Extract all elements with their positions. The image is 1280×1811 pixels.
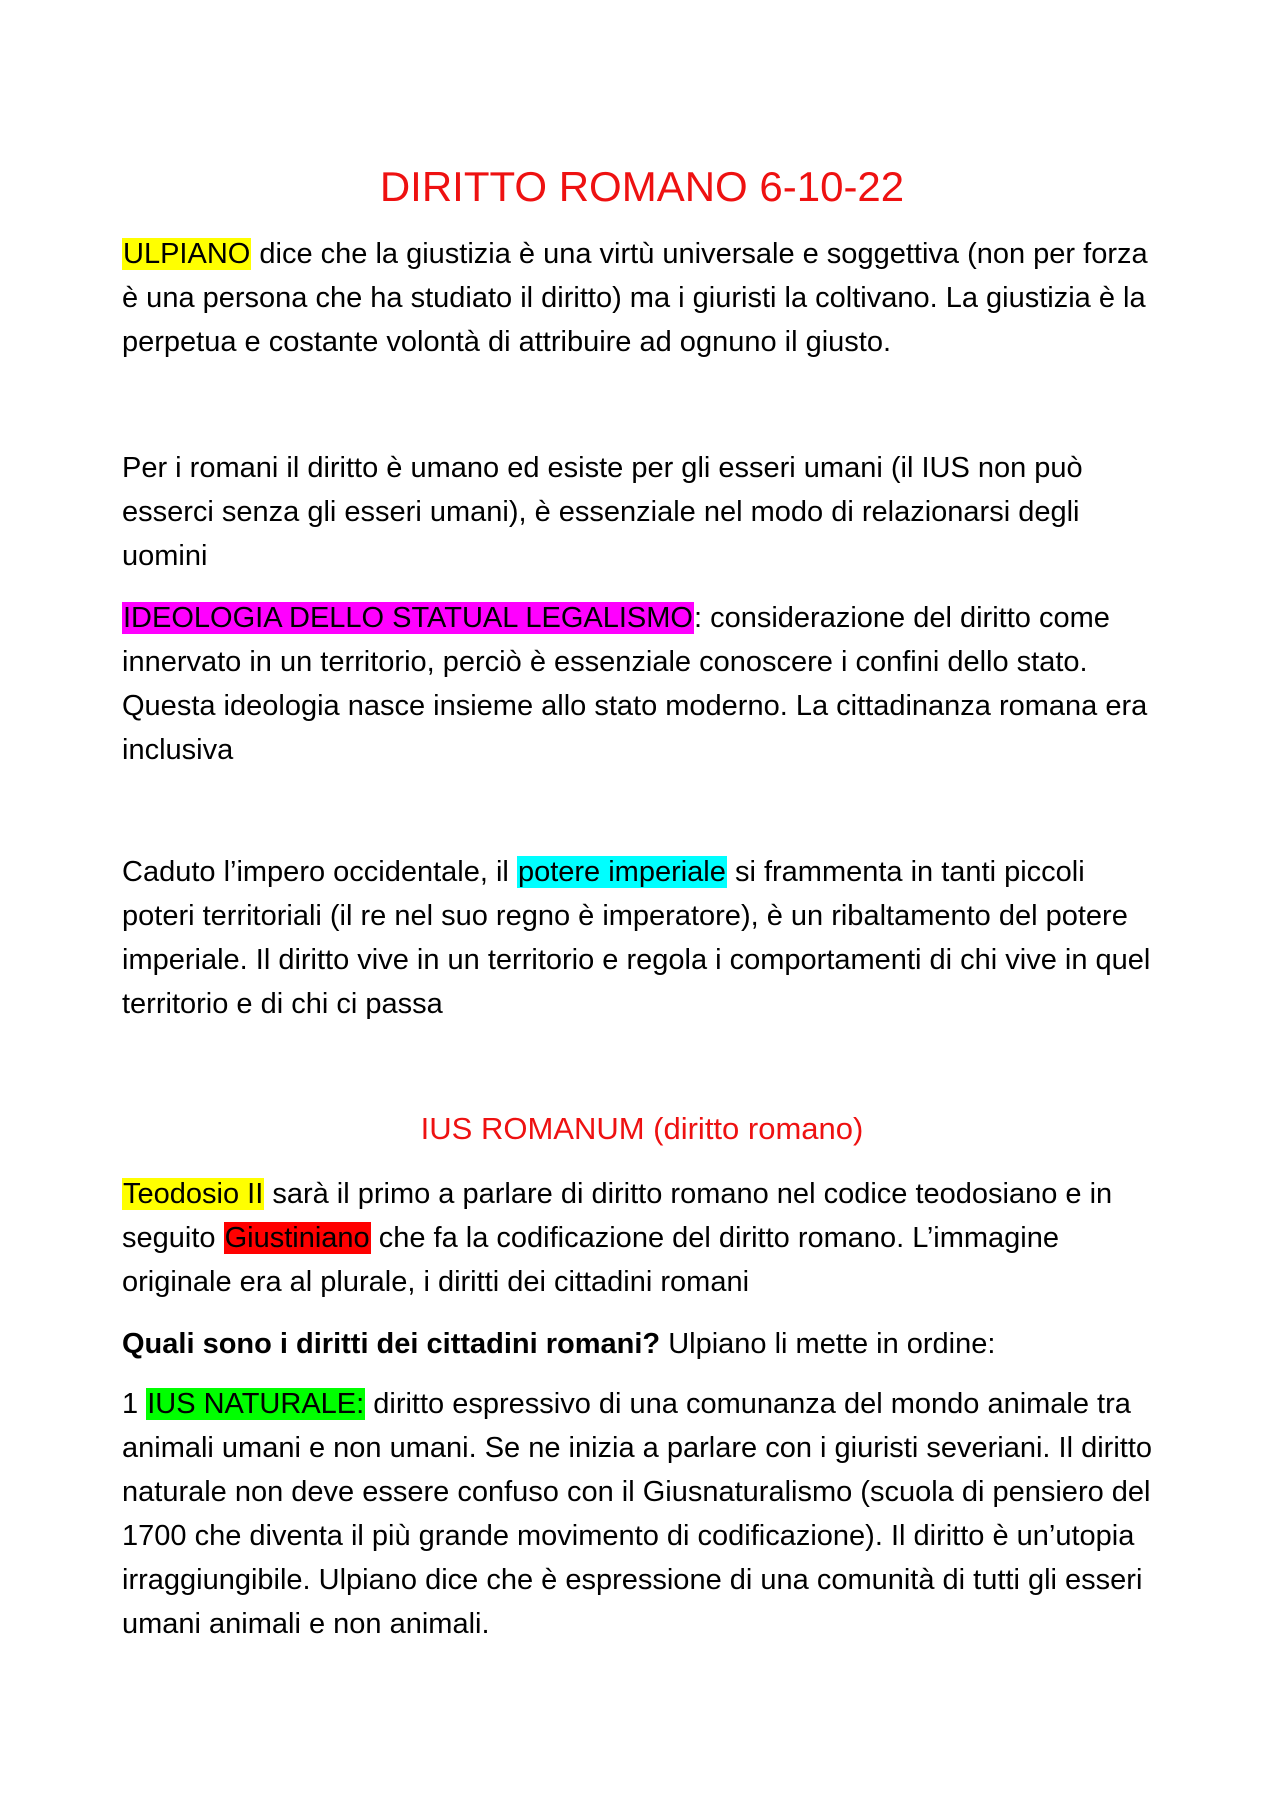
paragraph-text: Ulpiano li mette in ordine: bbox=[660, 1328, 996, 1360]
paragraph-impero-occidentale bbox=[122, 850, 1162, 1026]
paragraph-text: dice che la giustizia è una virtù universale e soggettiva (non per forza è una persona che ha studiato il diritto) ma i giuristi la coltivano. La giustizia è la perpetua e costante volontà di attribuire ad ognuno il giusto. bbox=[122, 238, 1148, 358]
paragraph-text: Per i romani il diritto è umano ed esiste per gli esseri umani (il IUS non può esserci senza gli esseri umani), è essenziale nel modo di relazionarsi degli uomini bbox=[122, 452, 1083, 572]
highlight-statual-legalismo: IDEOLOGIA DELLO STATUAL LEGALISMO bbox=[123, 602, 693, 634]
paragraph-diritto-umano bbox=[122, 446, 1162, 578]
paragraph-ulpiano bbox=[122, 232, 1162, 364]
highlight-potere-imperiale: potere imperiale bbox=[517, 856, 726, 888]
paragraph-text: : considerazione del diritto come innervato in un territorio, perciò è essenziale conoscere i confini dello stato. Questa ideologia nasce insieme allo stato moderno. La cittadinanza romana era inclusiva bbox=[122, 602, 1148, 766]
section-title-ius-romanum: IUS ROMANUM (diritto romano) bbox=[420, 1111, 864, 1146]
paragraph-text: Caduto l’impero occidentale, il bbox=[122, 856, 517, 888]
paragraph-text: sarà il primo a parlare di diritto romano nel codice teodosiano e in seguito bbox=[122, 1178, 1113, 1254]
paragraph-statual-legalismo bbox=[122, 596, 1162, 772]
page-title: DIRITTO ROMANO 6-10-22 bbox=[379, 163, 905, 210]
paragraph-text: si frammenta in tanti piccoli poteri territoriali (il re nel suo regno è imperatore), è un ribaltamento del potere imperiale. Il diritto vive in un territorio e regola i comportamenti di chi vive in quel territorio e di chi ci passa bbox=[122, 856, 1151, 1020]
highlight-ulpiano: ULPIANO bbox=[123, 238, 251, 270]
highlight-giustiniano: Giustiniano bbox=[224, 1222, 370, 1254]
question-bold: Quali sono i diritti dei cittadini romani? bbox=[122, 1328, 661, 1360]
highlight-teodosio: Teodosio II bbox=[123, 1178, 264, 1210]
paragraph-text: diritto espressivo di una comunanza del mondo animale tra animali umani e non umani. Se ne inizia a parlare con i giuristi severiani. Il diritto naturale non deve essere confuso con il Giusnaturalismo (scuola di pensiero del 1700 che diventa il più grande movimento di codificazione). Il diritto è un’utopia irraggiungibile. Ulpiano dice che è espressione di una comunità di tutti gli esseri umani animali e non animali. bbox=[122, 1388, 1153, 1640]
paragraph-question bbox=[122, 1322, 1162, 1366]
paragraph-teodosio bbox=[122, 1172, 1162, 1304]
paragraph-text: che fa la codificazione del diritto romano. L’immagine originale era al plurale, i diritti dei cittadini romani bbox=[122, 1222, 1059, 1298]
highlight-ius-naturale: IUS NATURALE: bbox=[147, 1388, 365, 1420]
paragraph-ius-naturale bbox=[122, 1382, 1162, 1646]
list-number: 1 bbox=[122, 1388, 147, 1420]
